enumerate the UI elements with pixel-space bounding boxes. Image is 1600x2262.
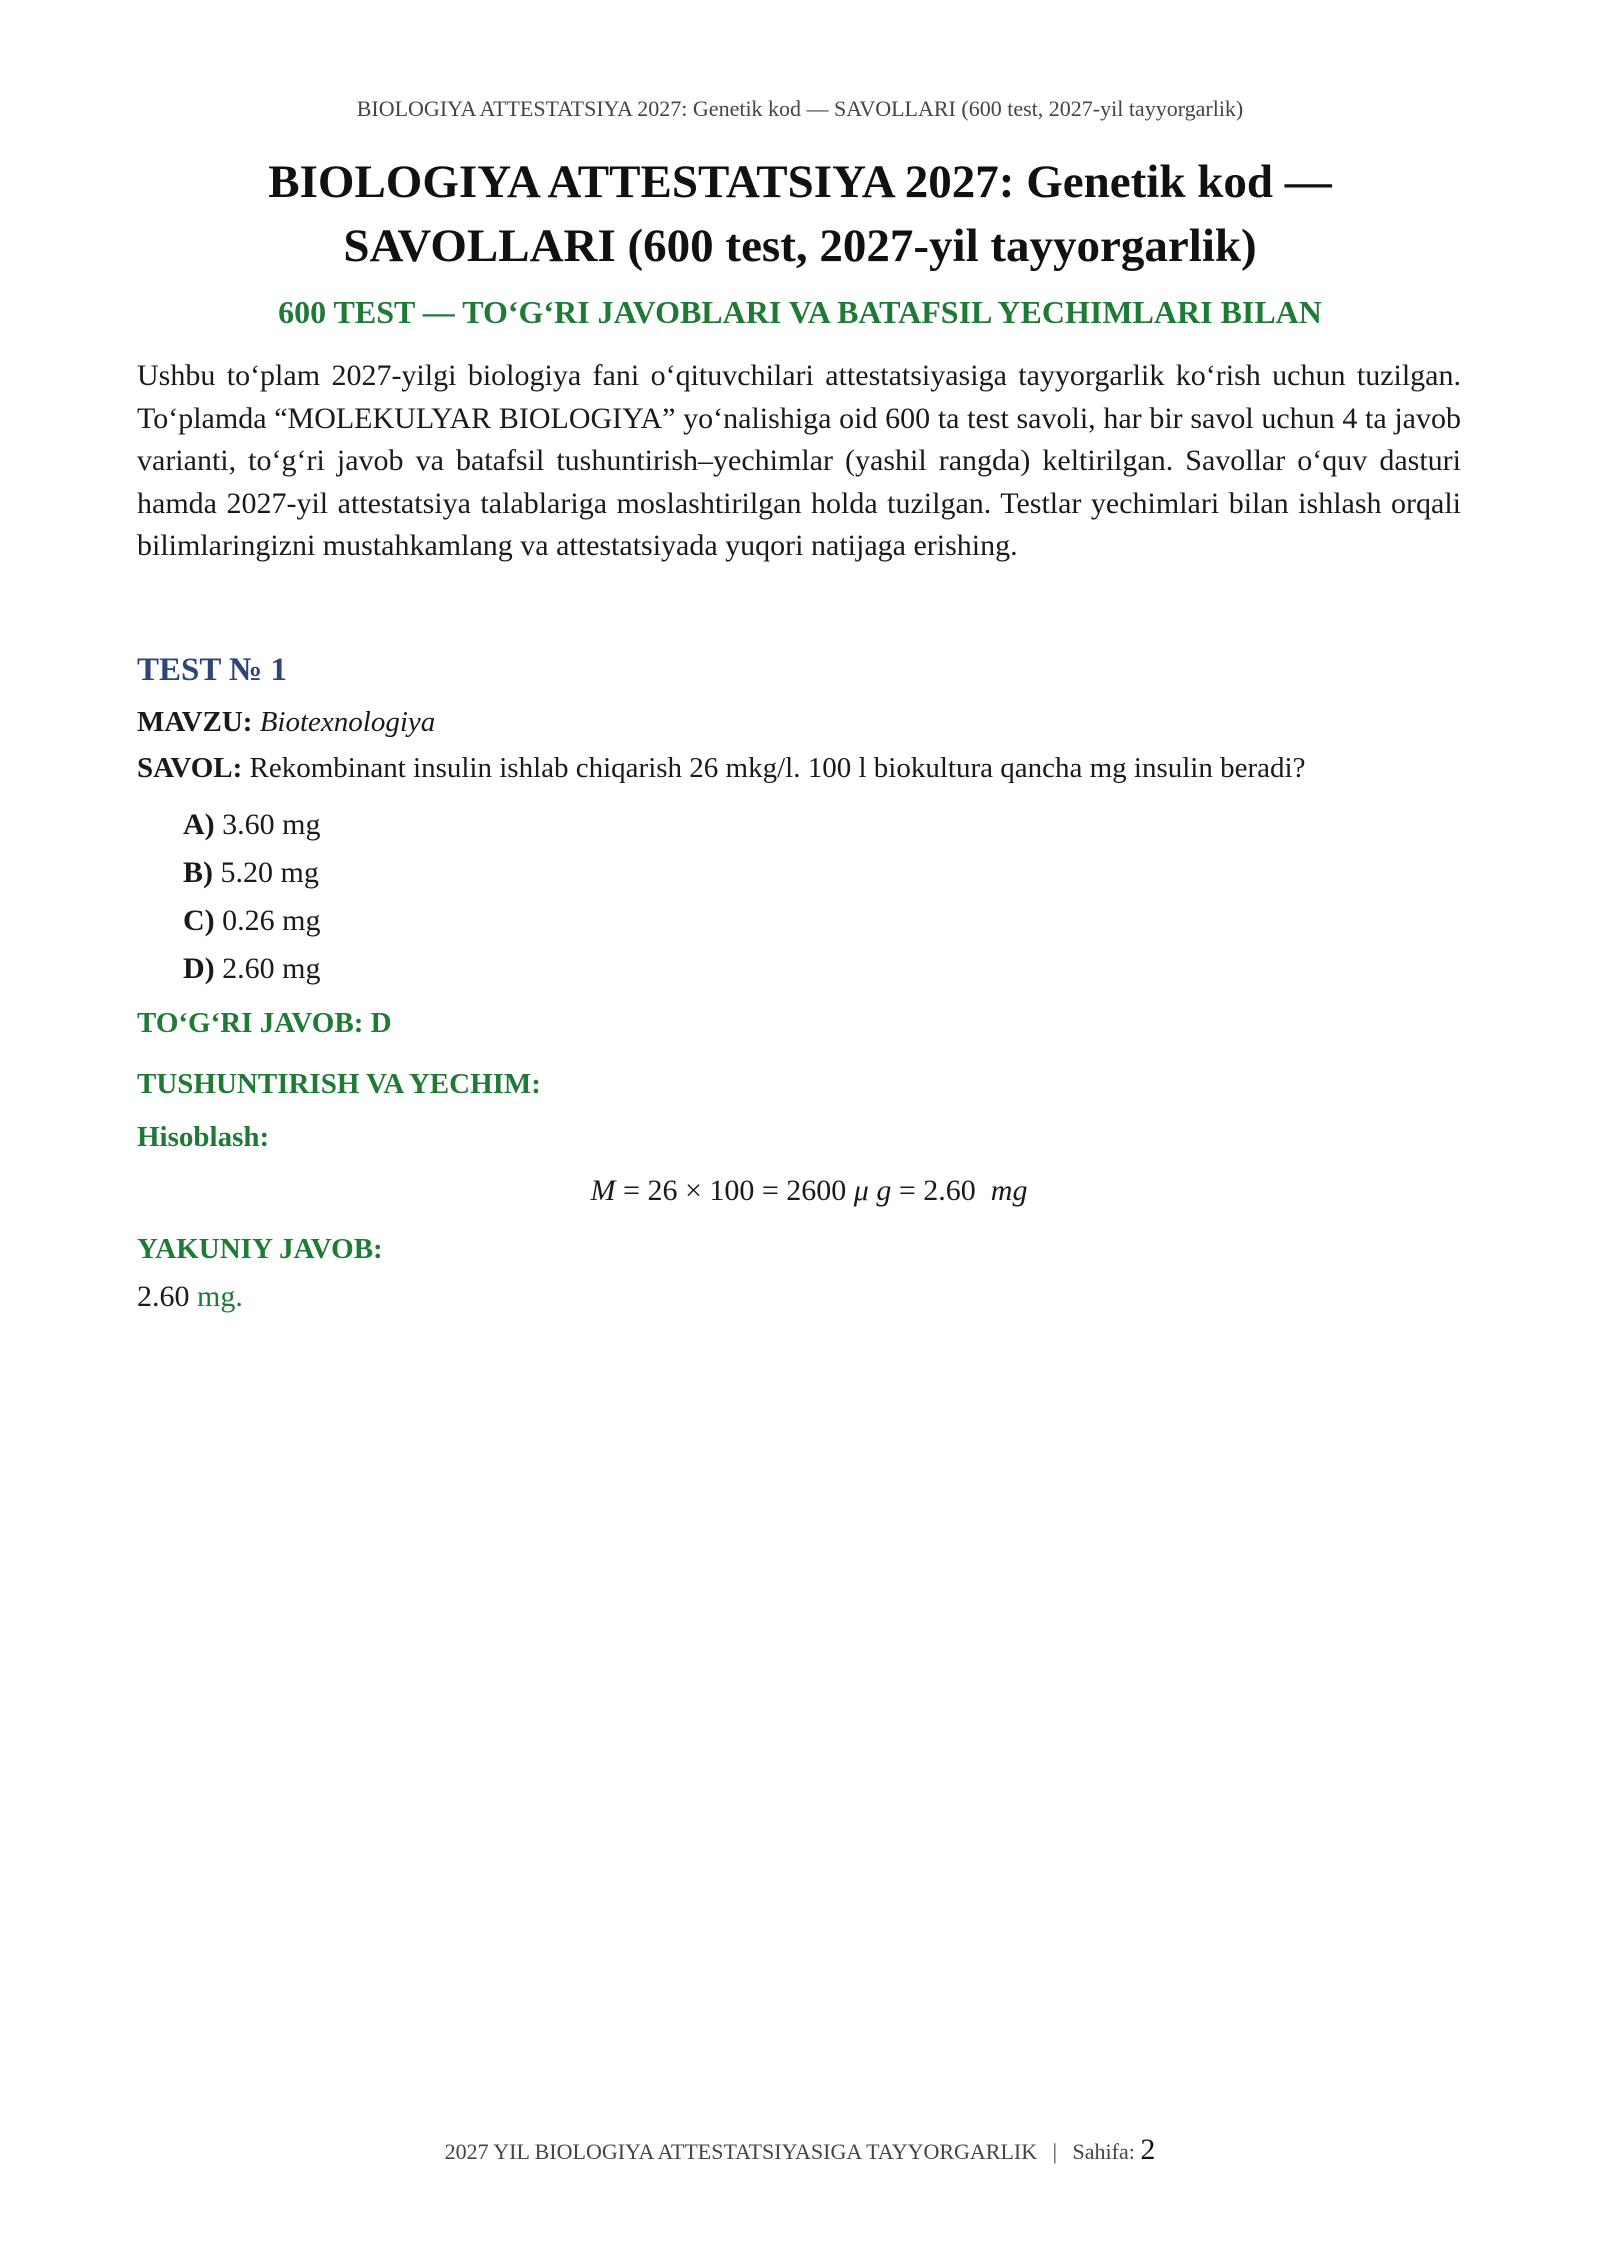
formula-unit: mg	[990, 1174, 1028, 1207]
formula-result: 2.60	[923, 1174, 976, 1207]
option-a	[183, 801, 1461, 849]
formula-mu: μ	[853, 1174, 869, 1207]
option-letter: B)	[183, 856, 213, 889]
explanation-heading: TUSHUNTIRISH VA YECHIM:	[137, 1068, 541, 1100]
page-number: 2	[1140, 2133, 1156, 2166]
formula-operand-a: 26	[647, 1174, 678, 1207]
option-text: 5.20 mg	[220, 856, 319, 889]
topic-line	[137, 699, 1461, 745]
calculation-formula: M = 26 × 100 = 2600 μ g = 2.60 mg	[590, 1174, 1028, 1207]
topic-label: MAVZU:	[137, 706, 253, 738]
question-line	[137, 745, 1461, 791]
option-letter: D)	[183, 952, 215, 985]
page-footer	[0, 2130, 1600, 2172]
formula-g: g	[876, 1174, 892, 1207]
calculation-heading: Hisoblash:	[137, 1121, 270, 1153]
final-answer	[137, 1275, 1461, 1319]
test-heading: TEST № 1	[137, 652, 287, 688]
formula-product: 2600	[786, 1174, 847, 1207]
topic-value: Biotexnologiya	[259, 706, 436, 738]
footer-text: 2027 YIL BIOLOGIYA ATTESTATSIYASIGA TAYYORGARLIK	[444, 2139, 1038, 2164]
document-subtitle: 600 TEST — TO‘G‘RI JAVOBLARI VA BATAFSIL YECHIMLARI BILAN	[278, 294, 1322, 330]
final-answer-unit: mg.	[197, 1280, 243, 1313]
test-block	[137, 645, 1461, 1319]
option-letter: C)	[183, 904, 215, 937]
final-answer-value: 2.60	[137, 1280, 190, 1313]
option-d	[183, 945, 1461, 993]
formula-variable: M	[590, 1174, 616, 1207]
formula-operand-b: 100	[709, 1174, 755, 1207]
option-text: 3.60 mg	[222, 808, 321, 841]
option-text: 0.26 mg	[222, 904, 321, 937]
option-text: 2.60 mg	[222, 952, 321, 985]
running-header: BIOLOGIYA ATTESTATSIYA 2027: Genetik kod — SAVOLLARI (600 test, 2027-yil tayyorgarlik)	[356, 96, 1244, 121]
intro-paragraph: Ushbu to‘plam 2027-yilgi biologiya fani o‘qituvchilari attestatsiyasiga tayyorgarlik ko‘rish uchun tuzilgan. To‘plamda “MOLEKULYAR BIOLOGIYA” yo‘nalishiga oid 600 ta test savoli, har bir savol uchun 4 ta javob varianti, to‘g‘ri javob va batafsil tushuntirish–yechimlar (yashil rangda) keltirilgan. Savollar o‘quv dasturi hamda 2027-yil attestatsiya talablariga moslashtirilgan holda tuzilgan. Testlar yechimlari bilan ishlash orqali bilimlaringizni mustahkamlang va attestatsiyada yuqori natijaga erishing.	[137, 359, 1461, 562]
title-block	[200, 150, 1400, 332]
footer-page-label: Sahifa:	[1072, 2139, 1135, 2164]
option-b	[183, 849, 1461, 897]
answer-options	[183, 801, 1461, 993]
document-title-line-1: BIOLOGIYA ATTESTATSIYA 2027: Genetik kod —	[268, 156, 1332, 208]
question-label: SAVOL:	[137, 752, 243, 784]
correct-answer: TO‘G‘RI JAVOB: D	[137, 1007, 392, 1039]
option-letter: A)	[183, 808, 215, 841]
final-answer-heading: YAKUNIY JAVOB:	[137, 1233, 383, 1265]
footer-separator: |	[1052, 2139, 1058, 2164]
document-title	[200, 150, 1400, 278]
question-text: Rekombinant insulin ishlab chiqarish 26 mkg/l. 100 l biokultura qancha mg insulin beradi?	[249, 752, 1306, 784]
document-title-line-2: SAVOLLARI (600 test, 2027-yil tayyorgarlik)	[343, 220, 1257, 272]
option-c	[183, 897, 1461, 945]
